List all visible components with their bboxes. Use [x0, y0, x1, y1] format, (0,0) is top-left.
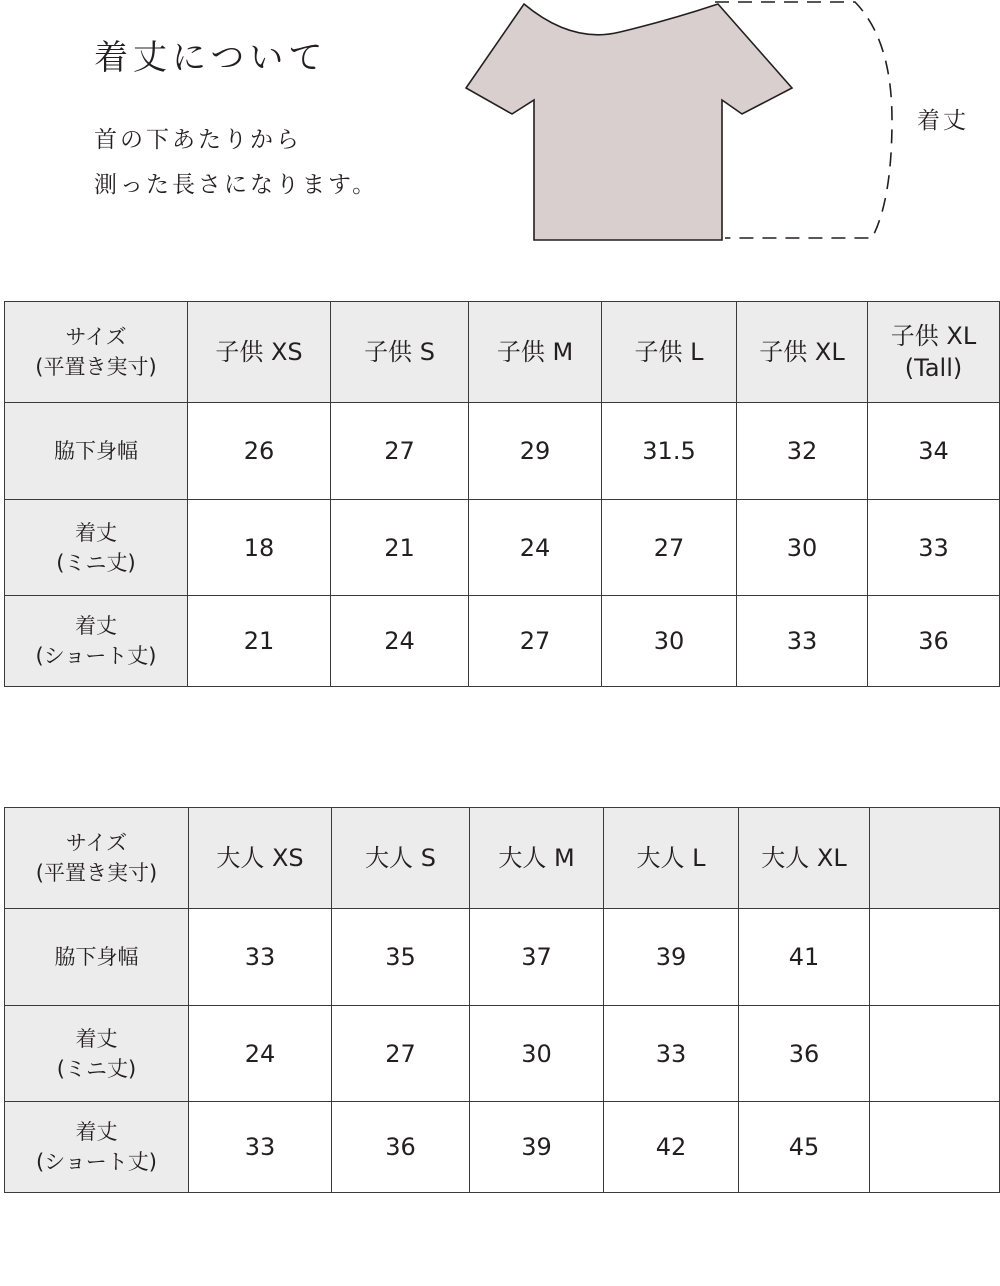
table-row — [5, 909, 1000, 1006]
measurement-cell: 21 — [188, 596, 331, 687]
measurement-cell: 33 — [868, 500, 1000, 596]
measurement-cell: 45 — [739, 1102, 870, 1193]
measurement-cell: 42 — [604, 1102, 739, 1193]
measurement-cell: 31.5 — [602, 403, 737, 500]
kids-size-table — [4, 301, 1000, 687]
measurement-cell — [870, 1102, 1000, 1193]
size-column-header: 大人 XL — [739, 808, 870, 909]
length-description — [94, 118, 378, 208]
measurement-cell: 33 — [189, 909, 332, 1006]
measurement-cell: 18 — [188, 500, 331, 596]
size-column-header: 子供 XS — [188, 302, 331, 403]
measurement-cell: 33 — [604, 1006, 739, 1102]
size-column-header: 大人 S — [332, 808, 470, 909]
size-column-header — [870, 808, 1000, 909]
measurement-cell: 29 — [469, 403, 602, 500]
size-column-header: 子供 M — [469, 302, 602, 403]
measurement-cell: 33 — [189, 1102, 332, 1193]
measurement-cell: 30 — [602, 596, 737, 687]
measurement-cell: 36 — [868, 596, 1000, 687]
measurement-cell: 27 — [332, 1006, 470, 1102]
table-row — [5, 596, 1000, 687]
table-row — [5, 403, 1000, 500]
size-column-header: 子供 XL (Tall) — [868, 302, 1000, 403]
measurement-cell: 24 — [331, 596, 469, 687]
measurement-cell: 35 — [332, 909, 470, 1006]
measurement-cell: 39 — [470, 1102, 604, 1193]
measurement-cell: 27 — [331, 403, 469, 500]
adult-size-table — [4, 807, 1000, 1193]
size-corner-cell: サイズ (平置き実寸) — [5, 808, 189, 909]
table-row — [5, 1006, 1000, 1102]
size-column-header: 大人 L — [604, 808, 739, 909]
table-row — [5, 500, 1000, 596]
description-line: 首の下あたりから — [94, 127, 302, 153]
measurement-cell: 27 — [469, 596, 602, 687]
tshirt-illustration — [460, 0, 900, 250]
row-label: 着丈 (ショート丈) — [5, 596, 188, 687]
size-column-header: 子供 XL — [737, 302, 868, 403]
row-label: 着丈 (ミニ丈) — [5, 500, 188, 596]
page-title: 着丈について — [94, 38, 328, 78]
measurement-cell: 24 — [189, 1006, 332, 1102]
size-corner-cell: サイズ (平置き実寸) — [5, 302, 188, 403]
measurement-cell: 26 — [188, 403, 331, 500]
measurement-cell — [870, 909, 1000, 1006]
row-label: 脇下身幅 — [5, 909, 189, 1006]
measurement-cell: 30 — [470, 1006, 604, 1102]
measurement-cell: 30 — [737, 500, 868, 596]
row-label: 着丈 (ミニ丈) — [5, 1006, 189, 1102]
size-column-header: 子供 S — [331, 302, 469, 403]
measurement-cell: 32 — [737, 403, 868, 500]
size-column-header: 大人 XS — [189, 808, 332, 909]
measurement-cell: 34 — [868, 403, 1000, 500]
description-line: 測った長さになります。 — [94, 172, 379, 198]
measurement-cell: 36 — [332, 1102, 470, 1193]
size-column-header: 大人 M — [470, 808, 604, 909]
measurement-cell: 41 — [739, 909, 870, 1006]
table-row — [5, 1102, 1000, 1193]
measurement-cell: 21 — [331, 500, 469, 596]
measurement-cell: 27 — [602, 500, 737, 596]
size-column-header: 子供 L — [602, 302, 737, 403]
measurement-cell: 33 — [737, 596, 868, 687]
measurement-cell: 37 — [470, 909, 604, 1006]
row-label: 着丈 (ショート丈) — [5, 1102, 189, 1193]
measurement-cell: 36 — [739, 1006, 870, 1102]
length-label: 着丈 — [917, 108, 969, 134]
row-label: 脇下身幅 — [5, 403, 188, 500]
measurement-cell: 39 — [604, 909, 739, 1006]
tshirt-icon — [466, 4, 792, 240]
measurement-cell — [870, 1006, 1000, 1102]
measurement-cell: 24 — [469, 500, 602, 596]
